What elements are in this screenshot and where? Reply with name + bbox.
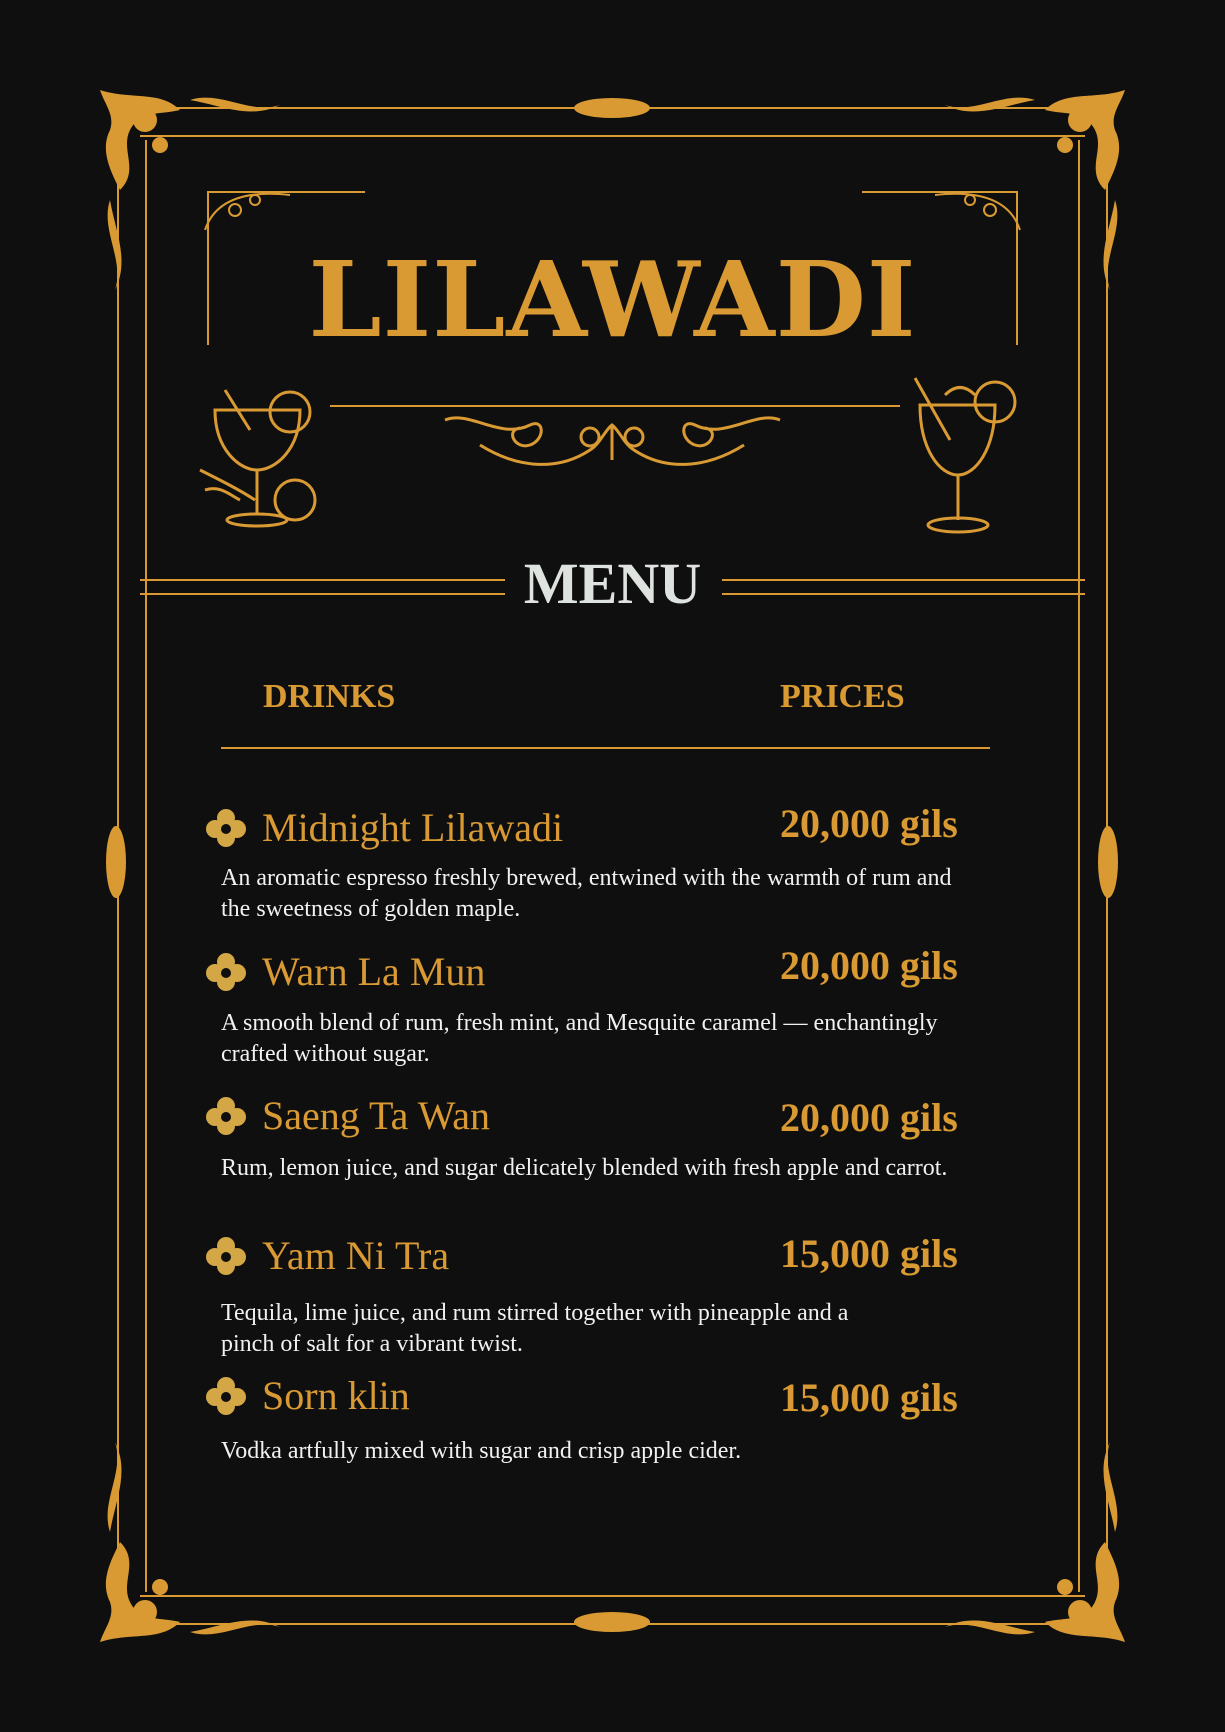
menu-heading: MENU: [523, 551, 702, 616]
list-item-description: An aromatic espresso freshly brewed, entwined with the warmth of rum and the sweetness of golden maple.: [221, 865, 952, 922]
list-item-price: 20,000 gils: [780, 801, 958, 846]
clover-icon: [203, 1234, 249, 1280]
list-item-name: Midnight Lilawadi: [262, 805, 564, 850]
list-item-name: Yam Ni Tra: [262, 1233, 450, 1278]
list-item-description: Vodka artfully mixed with sugar and crisp apple cider.: [221, 1438, 742, 1464]
prices-column-header: PRICES: [780, 678, 905, 715]
clover-icon: [203, 1374, 249, 1420]
list-item-description: Rum, lemon juice, and sugar delicately blended with fresh apple and carrot.: [221, 1155, 948, 1181]
list-item-price: 15,000 gils: [780, 1375, 958, 1420]
drinks-column-header: DRINKS: [263, 678, 396, 715]
flourish-ornament: [445, 418, 780, 465]
clover-icon: [203, 806, 249, 852]
list-item-name: Warn La Mun: [262, 949, 486, 994]
list-item-price: 20,000 gils: [780, 1095, 958, 1140]
list-item-name: Saeng Ta Wan: [262, 1093, 491, 1138]
clover-icon: [203, 950, 249, 996]
cocktail-glass-icon: [200, 390, 315, 526]
list-item-description: A smooth blend of rum, fresh mint, and Mesquite caramel — enchantingly crafted without sugar.: [221, 1010, 938, 1067]
restaurant-title: LILAWADI: [308, 238, 917, 361]
list-item-description: Tequila, lime juice, and rum stirred together with pineapple and a pinch of salt for a vibrant twist.: [221, 1300, 849, 1357]
list-item-price: 20,000 gils: [780, 943, 958, 988]
clover-icon: [203, 1094, 249, 1140]
list-item-price: 15,000 gils: [780, 1231, 958, 1276]
list-item-name: Sorn klin: [262, 1373, 410, 1418]
cocktail-glass-icon: [915, 378, 1015, 532]
